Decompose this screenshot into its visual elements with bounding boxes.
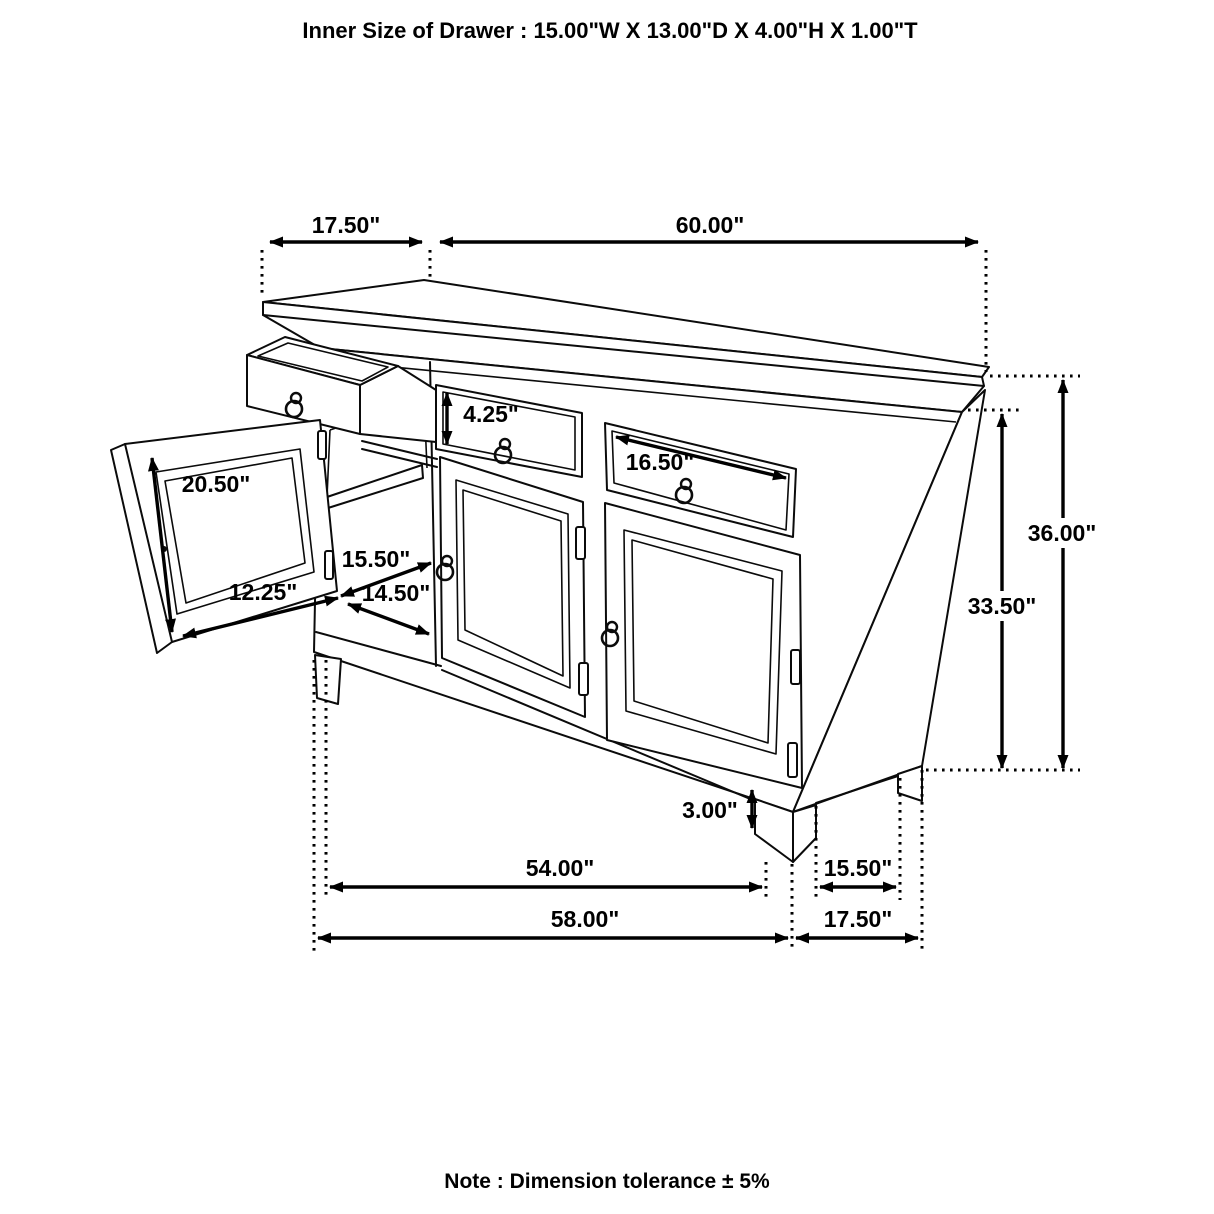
center-door-hinge-bottom [579,663,588,695]
dim-label-drawer-width: 16.50" [625,449,695,475]
dim-label-leg-height: 3.00" [682,797,738,823]
dim-label-interior-depth: 15.50" [341,546,411,572]
diagram-title: Inner Size of Drawer : 15.00"W X 13.00"D X 4.00"H X 1.00"T [302,18,918,43]
right-door-hinge-bottom [788,743,797,777]
tolerance-note: Note : Dimension tolerance ± 5% [444,1170,770,1193]
center-door-hinge-top [576,527,585,559]
dim-label-base-inner-width: 54.00" [525,855,595,881]
dim-label-base-width: 58.00" [550,906,620,932]
right-door-hinge-top [791,650,800,684]
dim-label-base-depth: 17.50" [823,906,893,932]
dim-label-interior-width: 14.50" [361,580,431,606]
front-left-leg [315,655,341,704]
dim-label-door-width: 12.25" [228,579,298,605]
dim-label-case-height: 33.50" [967,593,1037,619]
dim-label-top-depth: 17.50" [311,212,381,238]
open-door-hinge-top [318,431,326,459]
open-door-hinge-bottom [325,551,333,579]
dim-label-door-height: 20.50" [181,471,251,497]
dim-label-side-inner-depth: 15.50" [823,855,893,881]
dim-label-overall-height: 36.00" [1027,520,1097,546]
dim-label-top-width: 60.00" [675,212,745,238]
dim-label-drawer-height: 4.25" [463,401,519,427]
